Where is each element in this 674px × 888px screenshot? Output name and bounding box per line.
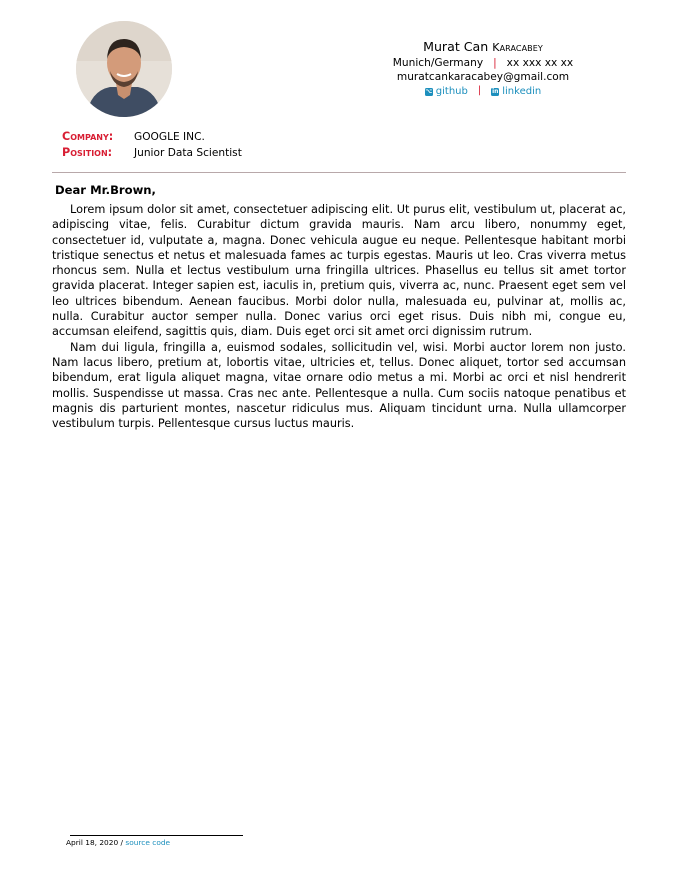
position-label: Position: (62, 146, 113, 159)
github-icon: ⌥ (425, 88, 433, 95)
company-row (62, 129, 242, 145)
applicant-name (340, 38, 626, 56)
contact-block (340, 38, 626, 99)
social-links (340, 84, 626, 99)
letter-body (52, 202, 626, 431)
footer-divider-text: / (118, 838, 126, 847)
phone: xx xxx xx xx (506, 57, 574, 69)
linkedin-icon: in (492, 88, 499, 95)
profile-photo (76, 21, 172, 117)
name-first: Murat Can (423, 39, 493, 54)
github-link[interactable] (425, 85, 468, 99)
footer-divider (70, 835, 243, 836)
position-row (62, 145, 242, 161)
recipient-info (62, 129, 242, 161)
separator: | (477, 85, 482, 96)
position-value: Junior Data Scientist (134, 147, 242, 159)
linkedin-label: linkedin (502, 86, 542, 97)
footer (66, 838, 170, 848)
salutation: Dear Mr.Brown, (55, 183, 156, 197)
header-divider (52, 172, 626, 173)
source-code-link[interactable]: source code (125, 838, 171, 847)
company-value: GOOGLE INC. (134, 131, 205, 143)
github-label: github (435, 86, 468, 97)
paragraph: Lorem ipsum dolor sit amet, consectetuer adipiscing elit. Ut purus elit, vestibulum ut, placerat ac, adipiscing vitae, felis. Curabitur dictum gravida mauris. Nam arcu libero, nonummy eget, consectetuer id, vulputate a, magna. Donec vehicula augue eu neque. Pellentesque habitant morbi tristique senectus et netus et malesuada fames ac turpis egestas. Mauris ut leo. Cras viverra metus rhoncus sem. Nulla et lectus vestibulum urna fringilla ultrices. Phasellus eu tellus sit amet tortor gravida placerat. Integer sapien est, iaculis in, pretium quis, viverra ac, nunc. Praesent eget sem vel leo ultrices bibendum. Aenean faucibus. Morbi dolor nulla, malesuada eu, pulvinar at, mollis ac, nulla. Curabitur auctor semper nulla. Donec varius orci eget risus. Duis nibh mi, congue eu, accumsan eleifend, sagittis quis, diam. Duis eget orci sit amet orci dignissim rutrum. (52, 203, 626, 339)
linkedin-link[interactable] (491, 85, 541, 99)
company-label: Company: (62, 130, 114, 143)
location-phone-row (340, 56, 626, 70)
separator: | (493, 57, 497, 69)
paragraph: Nam dui ligula, fringilla a, euismod sodales, sollicitudin vel, wisi. Morbi auctor lorem non justo. Nam lacus libero, pretium at, lobortis vitae, ultricies et, tellus. Donec aliquet, tortor sed accumsan bibendum, erat ligula aliquet magna, vitae ornare odio metus a mi. Morbi ac orci et nisl hendrerit mollis. Suspendisse ut massa. Cras nec ante. Pellentesque a nulla. Cum sociis natoque penatibus et magnis dis parturient montes, nascetur ridiculus mus. Aliquam tincidunt urna. Nulla ullamcorper vestibulum turpis. Pellentesque cursus luctus mauris. (52, 340, 626, 431)
footer-date: April 18, 2020 (66, 838, 119, 847)
name-last: Karacabey (492, 41, 543, 54)
email[interactable]: muratcankaracabey@gmail.com (396, 71, 570, 83)
location: Munich/Germany (392, 57, 484, 69)
